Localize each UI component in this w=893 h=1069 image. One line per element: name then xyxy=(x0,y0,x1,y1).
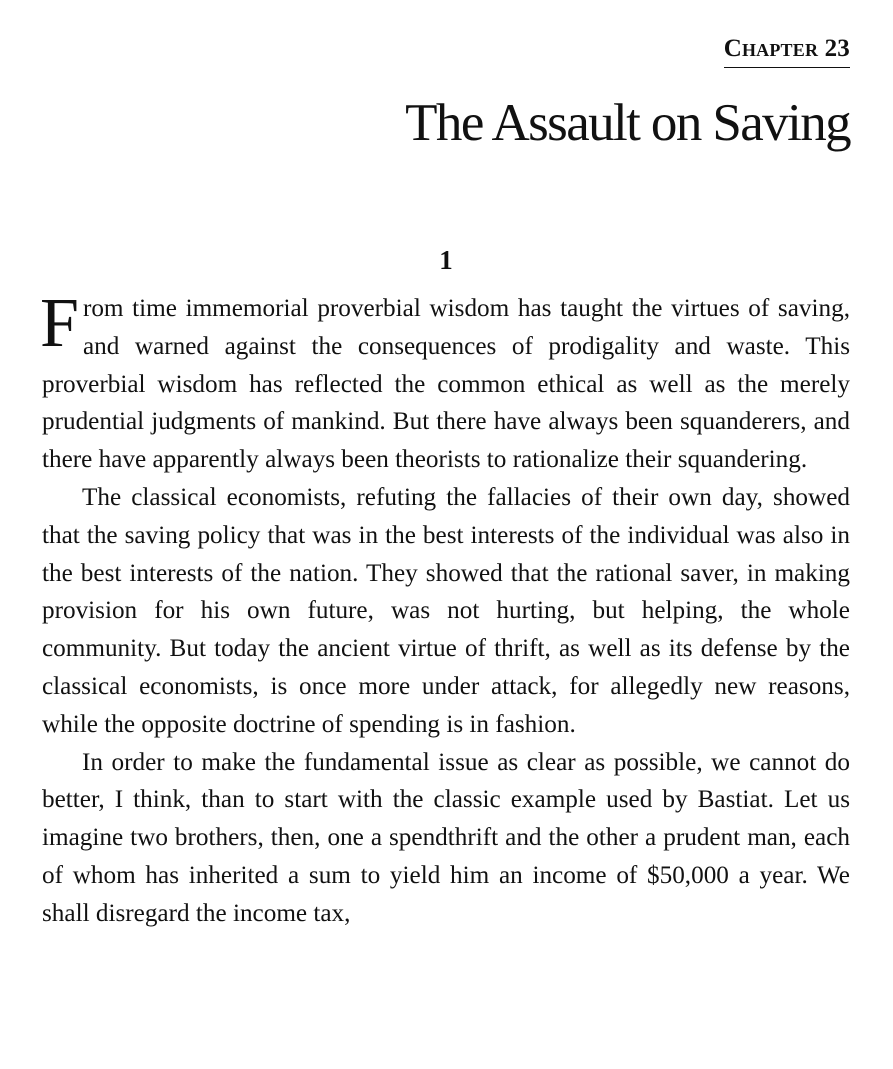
body-text xyxy=(40,285,850,933)
paragraph-1-text: rom time immemorial proverbial wisdom has taught the virtues of saving, and warned against the consequences of prodigality and waste. This proverbial wisdom has reflected the common ethical as well as the merely prudential judgments of mankind. But there have always been squanderers, and there have apparently always been theorists to rationalize their squandering. xyxy=(42,295,850,474)
section-number: 1 xyxy=(439,245,453,275)
book-page xyxy=(42,0,850,1069)
chapter-label: Chapter 23 xyxy=(724,32,850,68)
drop-cap: F xyxy=(40,285,79,362)
paragraph-3: In order to make the fundamental issue as clear as possible, we cannot do better, I think, than to start with the classic example used by Bastiat. Let us imagine two brothers, then, one a spendthrift and the other a prudent man, each of whom has inherited a sum to yield him an income of $50,000 a year. We shall disregard the income tax, xyxy=(42,748,850,927)
chapter-title: The Assault on Saving xyxy=(405,94,850,152)
paragraph-1 xyxy=(40,285,850,479)
paragraph-2: The classical economists, refuting the fallacies of their own day, showed that the saving policy that was in the best interests of the individual was also in the best interests of the nation. They showed that the rational saver, in making provision for his own future, was not hurting, but helping, the whole community. But today the ancient virtue of thrift, as well as its defense by the classical economists, is once more under attack, for allegedly new reasons, while the opposite doctrine of spending is in fashion. xyxy=(42,483,850,738)
